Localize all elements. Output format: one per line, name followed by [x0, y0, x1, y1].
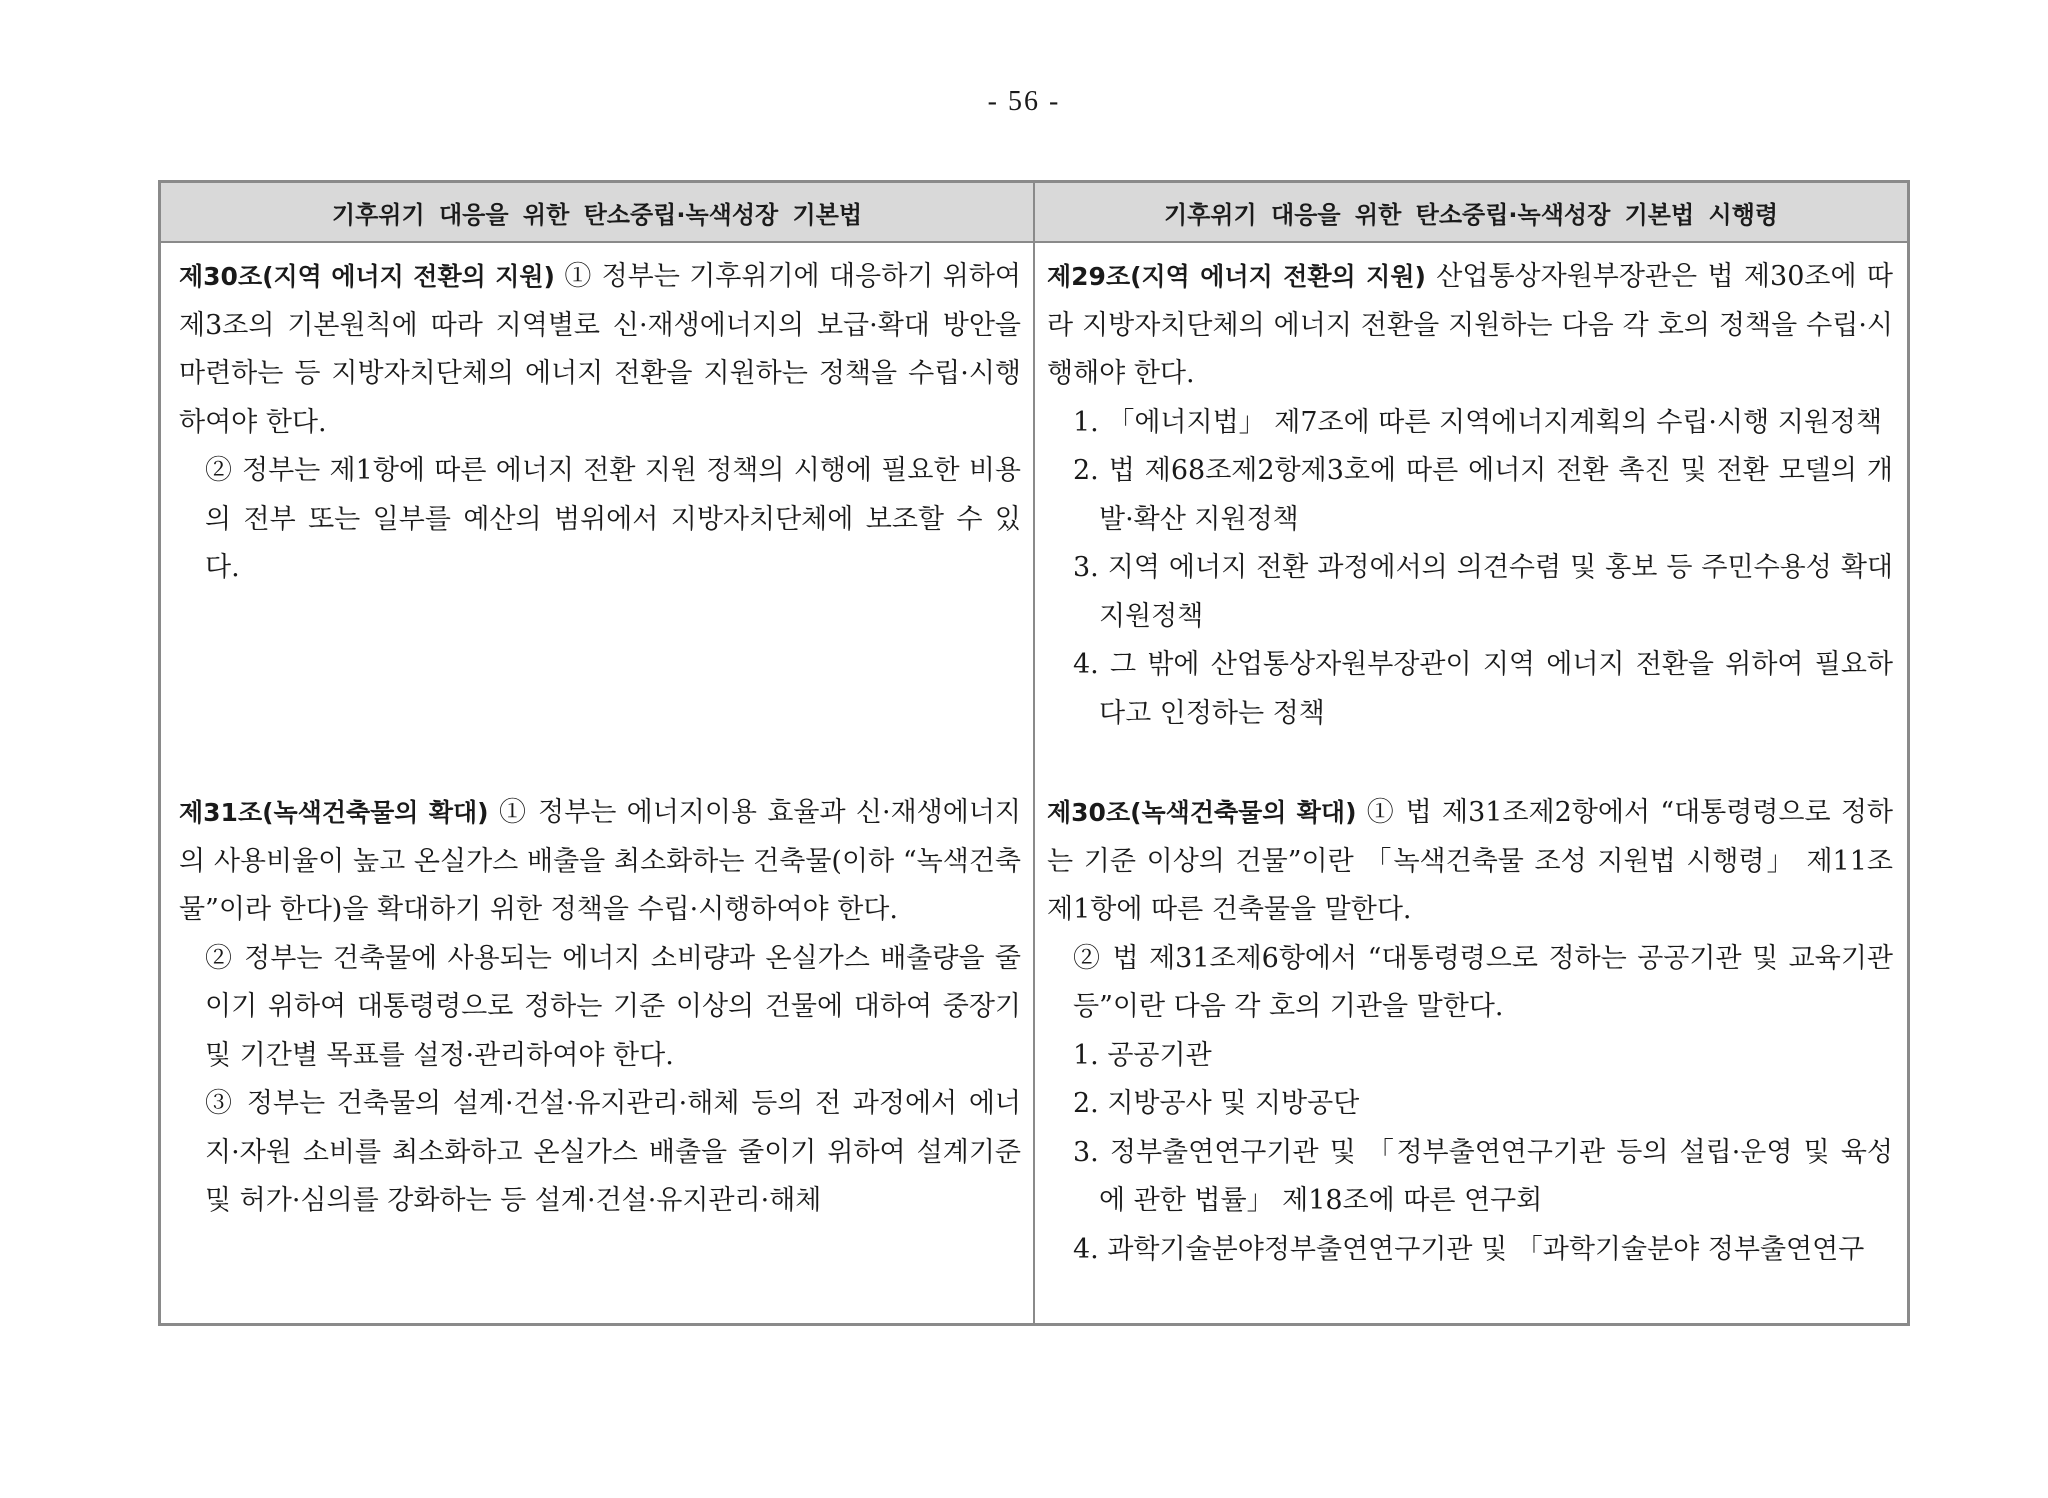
act-article-31-title: 제31조(녹색건축물의 확대): [179, 798, 489, 827]
decree-article-30-para2: ② 법 제31조제6항에서 “대통령령으로 정하는 공공기관 및 교육기관 등”이란 다음 각 호의 기관을 말한다.: [1073, 942, 1893, 1022]
decree-article-29-intro: [1047, 253, 1893, 399]
decree-article-30-item: 3. 정부출연연구기관 및 「정부출연연구기관 등의 설립·운영 및 육성에 관한 법률」 제18조에 따른 연구회: [1073, 1136, 1893, 1216]
law-comparison-table: [158, 180, 1910, 1326]
decree-article-30-item: 4. 과학기술분야정부출연연구기관 및 「과학기술분야 정부출연연구: [1073, 1233, 1865, 1265]
header-enforcement-decree: 기후위기 대응을 위한 탄소중립·녹색성장 기본법 시행령: [1035, 183, 1907, 243]
decree-article-29: [1035, 253, 1907, 738]
decree-article-29-item: 1. 「에너지법」 제7조에 따른 지역에너지계획의 수립·시행 지원정책: [1073, 406, 1883, 438]
decree-article-29-item: 4. 그 밖에 산업통상자원부장관이 지역 에너지 전환을 위하여 필요하다고 인정하는 정책: [1073, 649, 1893, 729]
act-article-31-para1: [179, 789, 1021, 935]
decree-article-29-title: 제29조(지역 에너지 전환의 지원): [1047, 262, 1426, 291]
act-article-31-para3: ③ 정부는 건축물의 설계·건설·유지관리·해체 등의 전 과정에서 에너지·자원 소비를 최소화하고 온실가스 배출을 줄이기 위하여 설계기준 및 허가·심의를 강화하는 등 설계·건설·유지관리·해체: [205, 1088, 1021, 1216]
act-article-30-title: 제30조(지역 에너지 전환의 지원): [179, 262, 555, 291]
decree-article-30-item: 1. 공공기관: [1073, 1039, 1212, 1071]
decree-article-30-title: 제30조(녹색건축물의 확대): [1047, 798, 1357, 827]
decree-article-29-item: 2. 법 제68조제2항제3호에 따른 에너지 전환 촉진 및 전환 모델의 개발·확산 지원정책: [1073, 455, 1893, 535]
act-article-30-para1-text: ① 정부는 기후위기에 대응하기 위하여 제3조의 기본원칙에 따라 지역별로 신·재생에너지의 보급·확대 방안을 마련하는 등 지방자치단체의 에너지 전환을 지원하는 정책을 수립·시행하여야 한다.: [179, 261, 1021, 438]
act-article-30-para2: ② 정부는 제1항에 따른 에너지 전환 지원 정책의 시행에 필요한 비용의 전부 또는 일부를 예산의 범위에서 지방자치단체에 보조할 수 있다.: [205, 455, 1021, 583]
act-article-30: [161, 253, 1033, 593]
act-article-31-para1-text: ① 정부는 에너지이용 효율과 신·재생에너지의 사용비율이 높고 온실가스 배출을 최소화하는 건축물(이하 “녹색건축물”이라 한다)을 확대하기 위한 정책을 수립·시행하여야 한다.: [179, 797, 1021, 925]
act-article-31-para2: ② 정부는 건축물에 사용되는 에너지 소비량과 온실가스 배출량을 줄이기 위하여 대통령령으로 정하는 기준 이상의 건물에 대하여 중장기 및 기간별 목표를 설정·관리하여야 한다.: [205, 942, 1021, 1071]
decree-article-30-para1-text: ① 법 제31조제2항에서 “대통령령으로 정하는 기준 이상의 건물”이란 「녹색건축물 조성 지원법 시행령」 제11조제1항에 따른 건축물을 말한다.: [1047, 797, 1893, 925]
decree-article-30-para1: [1047, 789, 1893, 935]
act-article-31: [161, 789, 1033, 1226]
decree-column: [1035, 243, 1907, 1323]
act-article-30-para1: [179, 253, 1021, 447]
decree-article-29-item: 3. 지역 에너지 전환 과정에서의 의견수렴 및 홍보 등 주민수용성 확대 지원정책: [1073, 552, 1893, 632]
decree-article-29-intro-text: 산업통상자원부장관은 법 제30조에 따라 지방자치단체의 에너지 전환을 지원하는 다음 각 호의 정책을 수립·시행해야 한다.: [1047, 261, 1893, 389]
header-act: 기후위기 대응을 위한 탄소중립·녹색성장 기본법: [161, 183, 1035, 243]
act-column: [161, 243, 1035, 1323]
decree-article-30-item: 2. 지방공사 및 지방공단: [1073, 1088, 1360, 1119]
decree-article-30: [1035, 789, 1907, 1274]
page-number: - 56 -: [987, 86, 1061, 117]
